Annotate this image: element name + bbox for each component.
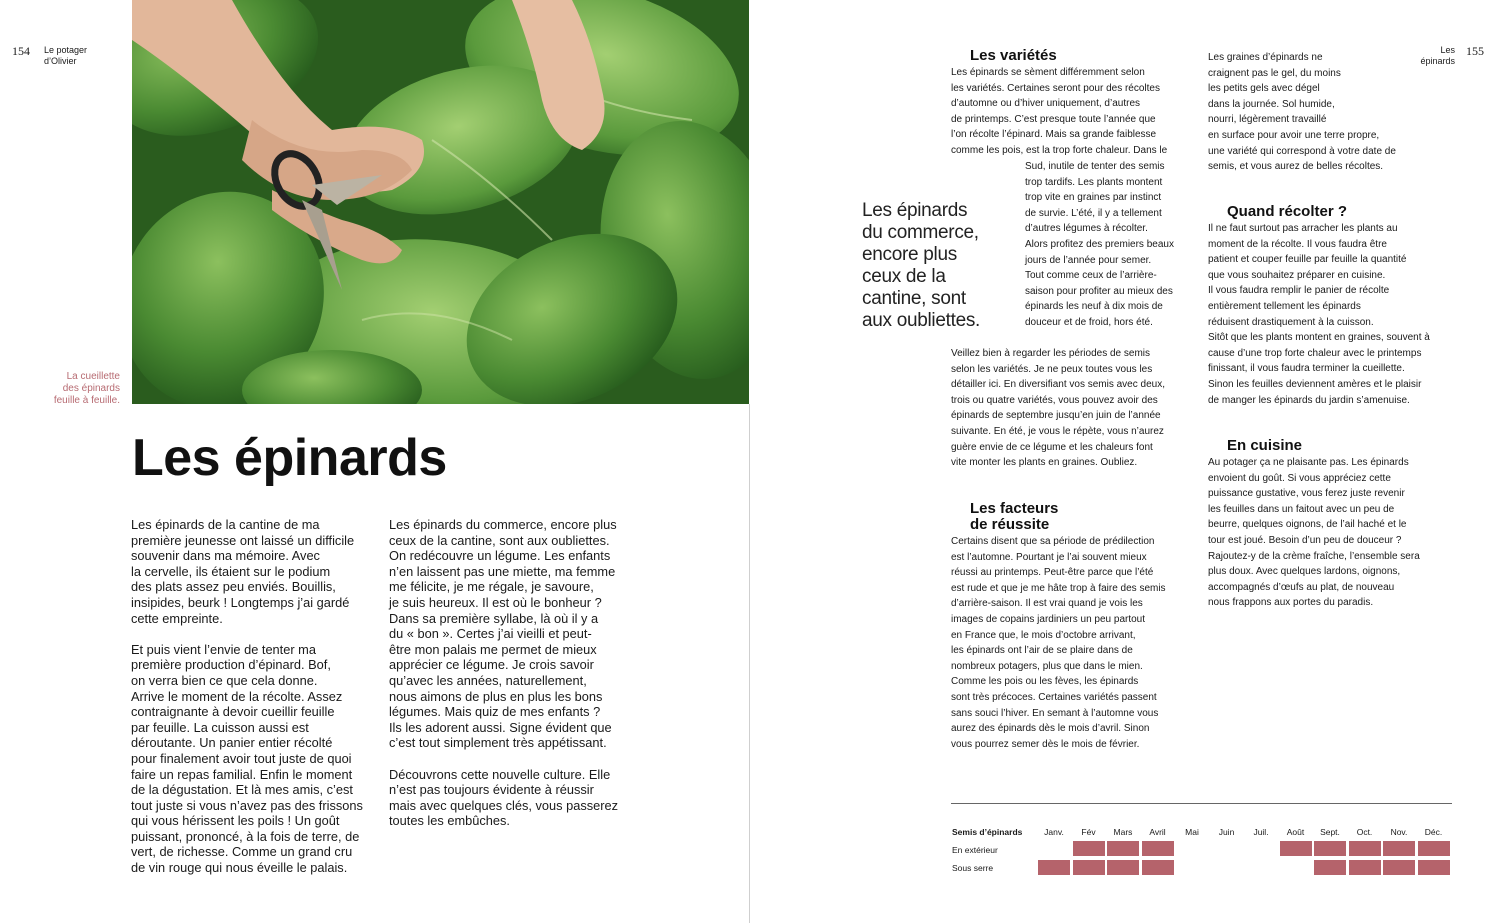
- text-line: Et puis vient l’envie de tenter ma: [131, 641, 316, 657]
- text-line: insipides, beurk ! Longtemps j’ai gardé: [131, 594, 350, 610]
- paragraph: [389, 517, 634, 751]
- sowing-period-cell: [1107, 860, 1139, 875]
- text-line: trop tardifs. Les plants montent: [1025, 176, 1163, 188]
- text-line: nombreux potagers, plus que dans le mien.: [951, 660, 1143, 672]
- sowing-period-cell: [1349, 841, 1381, 856]
- month-label: Mars: [1113, 827, 1133, 837]
- sowing-period-cell: [1314, 860, 1346, 875]
- varietes-paragraph-2: [951, 346, 1196, 471]
- text-line: d’arrière-saison. Il est vrai quand je vois les: [951, 598, 1143, 610]
- cuisine-paragraph: [1208, 455, 1458, 611]
- text-line: finissant, il vous faudra terminer la cueillette.: [1208, 363, 1405, 375]
- text-line: est rude et que je me hâte trop à faire des semis: [951, 582, 1166, 594]
- sowing-period-cell: [1073, 841, 1105, 856]
- text-line: guère envie de ce légume et les chaleurs font: [951, 441, 1153, 453]
- text-line: selon les variétés. Je ne peux toutes vous les: [951, 363, 1153, 375]
- quote-line: encore plus: [862, 244, 957, 265]
- text-line: de la dégustation. Et là mes amis, c’est: [131, 782, 353, 798]
- text-line: pour finalement avoir tout juste de quoi: [131, 750, 352, 766]
- text-line: Au potager ça ne plaisante pas. Les épinards: [1208, 457, 1409, 468]
- text-line: Veillez bien à regarder les périodes de semis: [951, 348, 1150, 359]
- text-line: en France que, le mois d’octobre arrivant,: [951, 629, 1136, 641]
- varietes-paragraph-1a: [951, 65, 1196, 159]
- text-line: du « bon ». Certes j’ai vieilli et peut-: [389, 626, 592, 642]
- text-line: cette empreinte.: [131, 610, 223, 626]
- heading-varietes: Les variétés: [970, 47, 1057, 64]
- photo-caption: [40, 371, 120, 407]
- text-line: contraignante à devoir cueillir feuille: [131, 704, 335, 720]
- text-line: semis, et vous aurez de belles récoltes.: [1208, 161, 1384, 173]
- text-line: je suis heureux. Il est où le bonheur ?: [389, 594, 602, 610]
- month-label: Juin: [1218, 827, 1235, 837]
- text-line: Il ne faut surtout pas arracher les plants au: [1208, 223, 1398, 234]
- text-line: suivante. En été, je vous le répète, vous n’aurez: [951, 425, 1164, 437]
- text-line: nourri, légèrement travaillé: [1208, 114, 1327, 126]
- text-line: patient et couper feuille par feuille la quantité: [1208, 254, 1407, 266]
- text-line: On redécouvre un légume. Les enfants: [389, 548, 611, 564]
- text-line: cause d’une trop forte chaleur avec le printemps: [1208, 347, 1422, 359]
- heading-facteurs: [970, 501, 1058, 533]
- spinach-leaves-illustration: [132, 0, 749, 404]
- text-line: on verra bien ce que cela donne.: [131, 672, 318, 688]
- text-line: première jeunesse ont laissé un difficile: [131, 532, 355, 548]
- text-line: Rajoutez-y de la crème fraîche, l’ensemble sera: [1208, 550, 1420, 562]
- paragraph: [131, 517, 376, 626]
- heading-line: Les facteurs: [970, 500, 1059, 517]
- text-line: détailler ici. En diversifiant vos semis avec deux,: [951, 379, 1165, 391]
- quote-line: du commerce,: [862, 222, 979, 243]
- sowing-period-cell: [1418, 841, 1450, 856]
- month-label: Mai: [1185, 827, 1199, 837]
- month-label: Oct.: [1356, 827, 1373, 837]
- article-title: Les épinards: [132, 429, 447, 487]
- text-line: comme les pois, est la trop forte chaleur. Dans le: [951, 144, 1168, 156]
- text-line: puissant, prononcé, à la fois de terre, de: [131, 828, 360, 844]
- text-line: première production d’épinard. Bof,: [131, 657, 331, 673]
- text-line: réduisent drastiquement à la cuisson.: [1208, 316, 1374, 328]
- text-line: par feuille. La cuisson aussi est: [131, 719, 309, 735]
- heading-line: de réussite: [970, 516, 1050, 533]
- page-number-right: 155: [1466, 44, 1484, 58]
- text-line: images de copains jardiniers un peu partout: [951, 613, 1146, 625]
- text-line: craignent pas le gel, du moins: [1208, 67, 1341, 79]
- row-label-serre: Sous serre: [952, 863, 994, 873]
- facteurs-paragraph: [951, 534, 1196, 752]
- text-line: Sud, inutile de tenter des semis: [1025, 161, 1165, 172]
- text-line: toutes les embûches.: [389, 813, 510, 829]
- text-line: vite monter les plants en graines. Oubliez.: [951, 457, 1138, 469]
- varietes-paragraph-1b: [1025, 159, 1195, 331]
- text-line: apprécier ce légume. Je crois savoir: [389, 657, 594, 673]
- running-head-left: [44, 45, 124, 67]
- pull-quote: [862, 200, 1012, 332]
- heading-cuisine: En cuisine: [1227, 437, 1303, 454]
- month-label: Nov.: [1390, 827, 1408, 837]
- text-line: de manger les épinards du jardin s’amenuise.: [1208, 394, 1410, 406]
- text-line: les petits gels avec dégel: [1208, 83, 1320, 95]
- text-line: envoient du goût. Si vous appréciez cette: [1208, 472, 1391, 484]
- sowing-period-cell: [1383, 841, 1415, 856]
- paragraph: [131, 642, 376, 876]
- text-line: n’est pas toujours évidente à réussir: [389, 782, 594, 798]
- text-line: la cervelle, ils étaient sur le podium: [131, 563, 331, 579]
- text-line: les variétés. Certaines seront pour des récoltes: [951, 82, 1160, 94]
- text-line: Sinon les feuilles deviennent amères et le plaisir: [1208, 378, 1422, 390]
- text-line: mais avec quelques clés, vous passerez: [389, 797, 619, 813]
- text-line: moment de la récolte. Il vous faudra être: [1208, 238, 1387, 250]
- text-line: entièrement tellement les épinards: [1208, 300, 1361, 312]
- sowing-period-cell: [1280, 841, 1312, 856]
- text-line: me félicite, je me régale, je savoure,: [389, 579, 594, 595]
- text-line: n’en laissent pas une miette, ma femme: [389, 563, 616, 579]
- text-line: nous frappons aux portes du paradis.: [1208, 597, 1374, 609]
- quote-line: aux oubliettes.: [862, 310, 981, 331]
- table-top-rule: [951, 803, 1452, 804]
- text-line: Certains disent que sa période de prédilection: [951, 536, 1155, 547]
- text-line: Tout comme ceux de l’arrière-: [1025, 270, 1157, 282]
- text-line: Les épinards se sèment différemment selon: [951, 67, 1145, 78]
- sowing-period-cell: [1383, 860, 1415, 875]
- text-line: saison pour profiter au mieux des: [1025, 285, 1173, 297]
- text-line: tout juste si vous n’avez pas des frissons: [131, 797, 363, 813]
- text-line: sans souci l’hiver. En semant à l’automne vous: [951, 707, 1159, 719]
- sowing-period-cell: [1073, 860, 1105, 875]
- text-line: réussi au printemps. Peut-être parce que l’été: [951, 567, 1154, 579]
- gel-paragraph: [1208, 50, 1453, 175]
- running-head-line: d’Olivier: [44, 56, 77, 66]
- text-line: qui vous hérissent les poils ! Un goût: [131, 813, 340, 829]
- text-line: trois ou quatre variétés, vous pouvez avoir des: [951, 394, 1158, 406]
- text-line: les épinards ont l’air de se plaire dans de: [951, 645, 1133, 657]
- text-line: une variété qui correspond à votre date de: [1208, 145, 1396, 157]
- text-line: aurez des épinards dès le mois d’avril. Sinon: [951, 723, 1150, 735]
- text-line: plus doux. Avec quelques lardons, oignons,: [1208, 566, 1401, 578]
- paragraph: [389, 767, 634, 829]
- text-line: que vous souhaitez préparer en cuisine.: [1208, 269, 1386, 281]
- month-label: Juil.: [1253, 827, 1269, 837]
- recolter-paragraph: [1208, 221, 1458, 408]
- caption-line: feuille à feuille.: [53, 395, 120, 406]
- sowing-period-cell: [1107, 841, 1139, 856]
- sowing-period-cell: [1349, 860, 1381, 875]
- text-line: puissance gustative, vous ferez juste revenir: [1208, 488, 1405, 500]
- text-line: épinards les neuf à dix mois de: [1025, 301, 1163, 313]
- month-label: Janv.: [1044, 827, 1064, 837]
- text-line: Découvrons cette nouvelle culture. Elle: [389, 766, 611, 782]
- heading-recolter: Quand récolter ?: [1227, 203, 1348, 220]
- text-line: d’automne ou d’hiver uniquement, d’autres: [951, 98, 1141, 110]
- text-line: de survie. L’été, il y a tellement: [1025, 207, 1162, 219]
- text-line: vous pourrez semer dès le mois de février.: [951, 738, 1140, 750]
- text-line: qu’avec les années, naturellement,: [389, 672, 587, 688]
- text-line: dans la journée. Sol humide,: [1208, 98, 1335, 110]
- text-line: jours de l’année pour semer.: [1025, 254, 1152, 266]
- caption-line: des épinards: [62, 383, 120, 394]
- sowing-period-cell: [1038, 860, 1070, 875]
- text-line: sont très précoces. Certaines variétés passent: [951, 691, 1157, 703]
- text-line: des plats assez peu enviés. Bouillis,: [131, 579, 336, 595]
- text-line: Les épinards du commerce, encore plus: [389, 517, 617, 532]
- table-title: Semis d’épinards: [952, 827, 1023, 837]
- sowing-period-cell: [1142, 860, 1174, 875]
- text-line: déroutante. Un panier entier récolté: [131, 735, 333, 751]
- quote-line: Les épinards: [862, 200, 968, 221]
- running-head-line: Le potager: [44, 45, 88, 55]
- text-line: accompagnés d’œufs au plat, de nouveau: [1208, 581, 1395, 593]
- text-line: Arrive le moment de la récolte. Assez: [131, 688, 343, 704]
- month-label: Août: [1286, 827, 1305, 837]
- running-head-line: épinards: [1420, 56, 1455, 66]
- text-line: en surface pour avoir une terre propre,: [1208, 129, 1380, 141]
- running-head-line: Les: [1440, 45, 1455, 55]
- text-line: c’est tout simplement très appétissant.: [389, 735, 607, 751]
- text-line: de printemps. C’est presque toute l’année que: [951, 113, 1156, 125]
- text-line: Il vous faudra remplir le panier de récolte: [1208, 285, 1390, 297]
- quote-line: cantine, sont: [862, 288, 966, 309]
- spinach-harvest-photo: [132, 0, 749, 404]
- text-line: ceux de la cantine, sont aux oubliettes.: [389, 532, 610, 548]
- text-line: légumes. Mais quiz de mes enfants ?: [389, 704, 601, 720]
- text-line: Les épinards de la cantine de ma: [131, 517, 320, 532]
- text-line: épinards de septembre jusqu’en juin de l’année: [951, 410, 1161, 422]
- month-label: Avril: [1149, 827, 1166, 837]
- sowing-period-cell: [1314, 841, 1346, 856]
- month-label: Fév: [1081, 827, 1096, 837]
- text-line: Sitôt que les plants montent en graines, souvent à: [1208, 332, 1430, 344]
- text-line: beurre, quelques oignons, de l’ail haché et le: [1208, 519, 1407, 531]
- text-line: douceur et de froid, hors été.: [1025, 316, 1153, 328]
- text-line: de vin rouge qui nous éveille le palais.: [131, 860, 348, 876]
- text-line: Ils les adorent aussi. Signe évident que: [389, 719, 612, 735]
- left-text-column-1: [131, 517, 376, 891]
- text-line: vert, de richesse. Comme un grand cru: [131, 844, 353, 860]
- sowing-period-cell: [1142, 841, 1174, 856]
- text-line: est l’automne. Pourtant je l’ai souvent mieux: [951, 551, 1147, 563]
- text-line: Comme les pois ou les fèves, les épinards: [951, 676, 1139, 688]
- text-line: souvenir dans ma mémoire. Avec: [131, 548, 320, 564]
- sowing-period-cell: [1418, 860, 1450, 875]
- quote-line: ceux de la: [862, 266, 946, 287]
- month-label: Déc.: [1424, 827, 1443, 837]
- text-line: d’autres légumes à récolter.: [1025, 223, 1148, 235]
- text-line: être mon palais me permet de mieux: [389, 641, 597, 657]
- text-line: faire un repas familial. Enfin le moment: [131, 766, 353, 782]
- page-number-left: 154: [12, 44, 30, 58]
- text-line: l’on récolte l’épinard. Mais sa grande faiblesse: [951, 129, 1157, 141]
- month-label: Sept.: [1320, 827, 1340, 837]
- text-line: nous aimons de plus en plus les bons: [389, 688, 603, 704]
- text-line: Les graines d’épinards ne: [1208, 52, 1323, 63]
- text-line: tour est joué. Besoin d’un peu de douceur ?: [1208, 534, 1402, 546]
- text-line: les feuilles dans un faitout avec un peu de: [1208, 503, 1395, 515]
- page-gutter: [749, 404, 750, 923]
- text-line: trop vite en graines par instinct: [1025, 192, 1162, 204]
- row-label-exterieur: En extérieur: [952, 845, 998, 855]
- left-text-column-2: [389, 517, 634, 844]
- caption-line: La cueillette: [66, 371, 120, 382]
- text-line: Alors profitez des premiers beaux: [1025, 238, 1174, 250]
- text-line: Dans sa première syllabe, là où il y a: [389, 610, 599, 626]
